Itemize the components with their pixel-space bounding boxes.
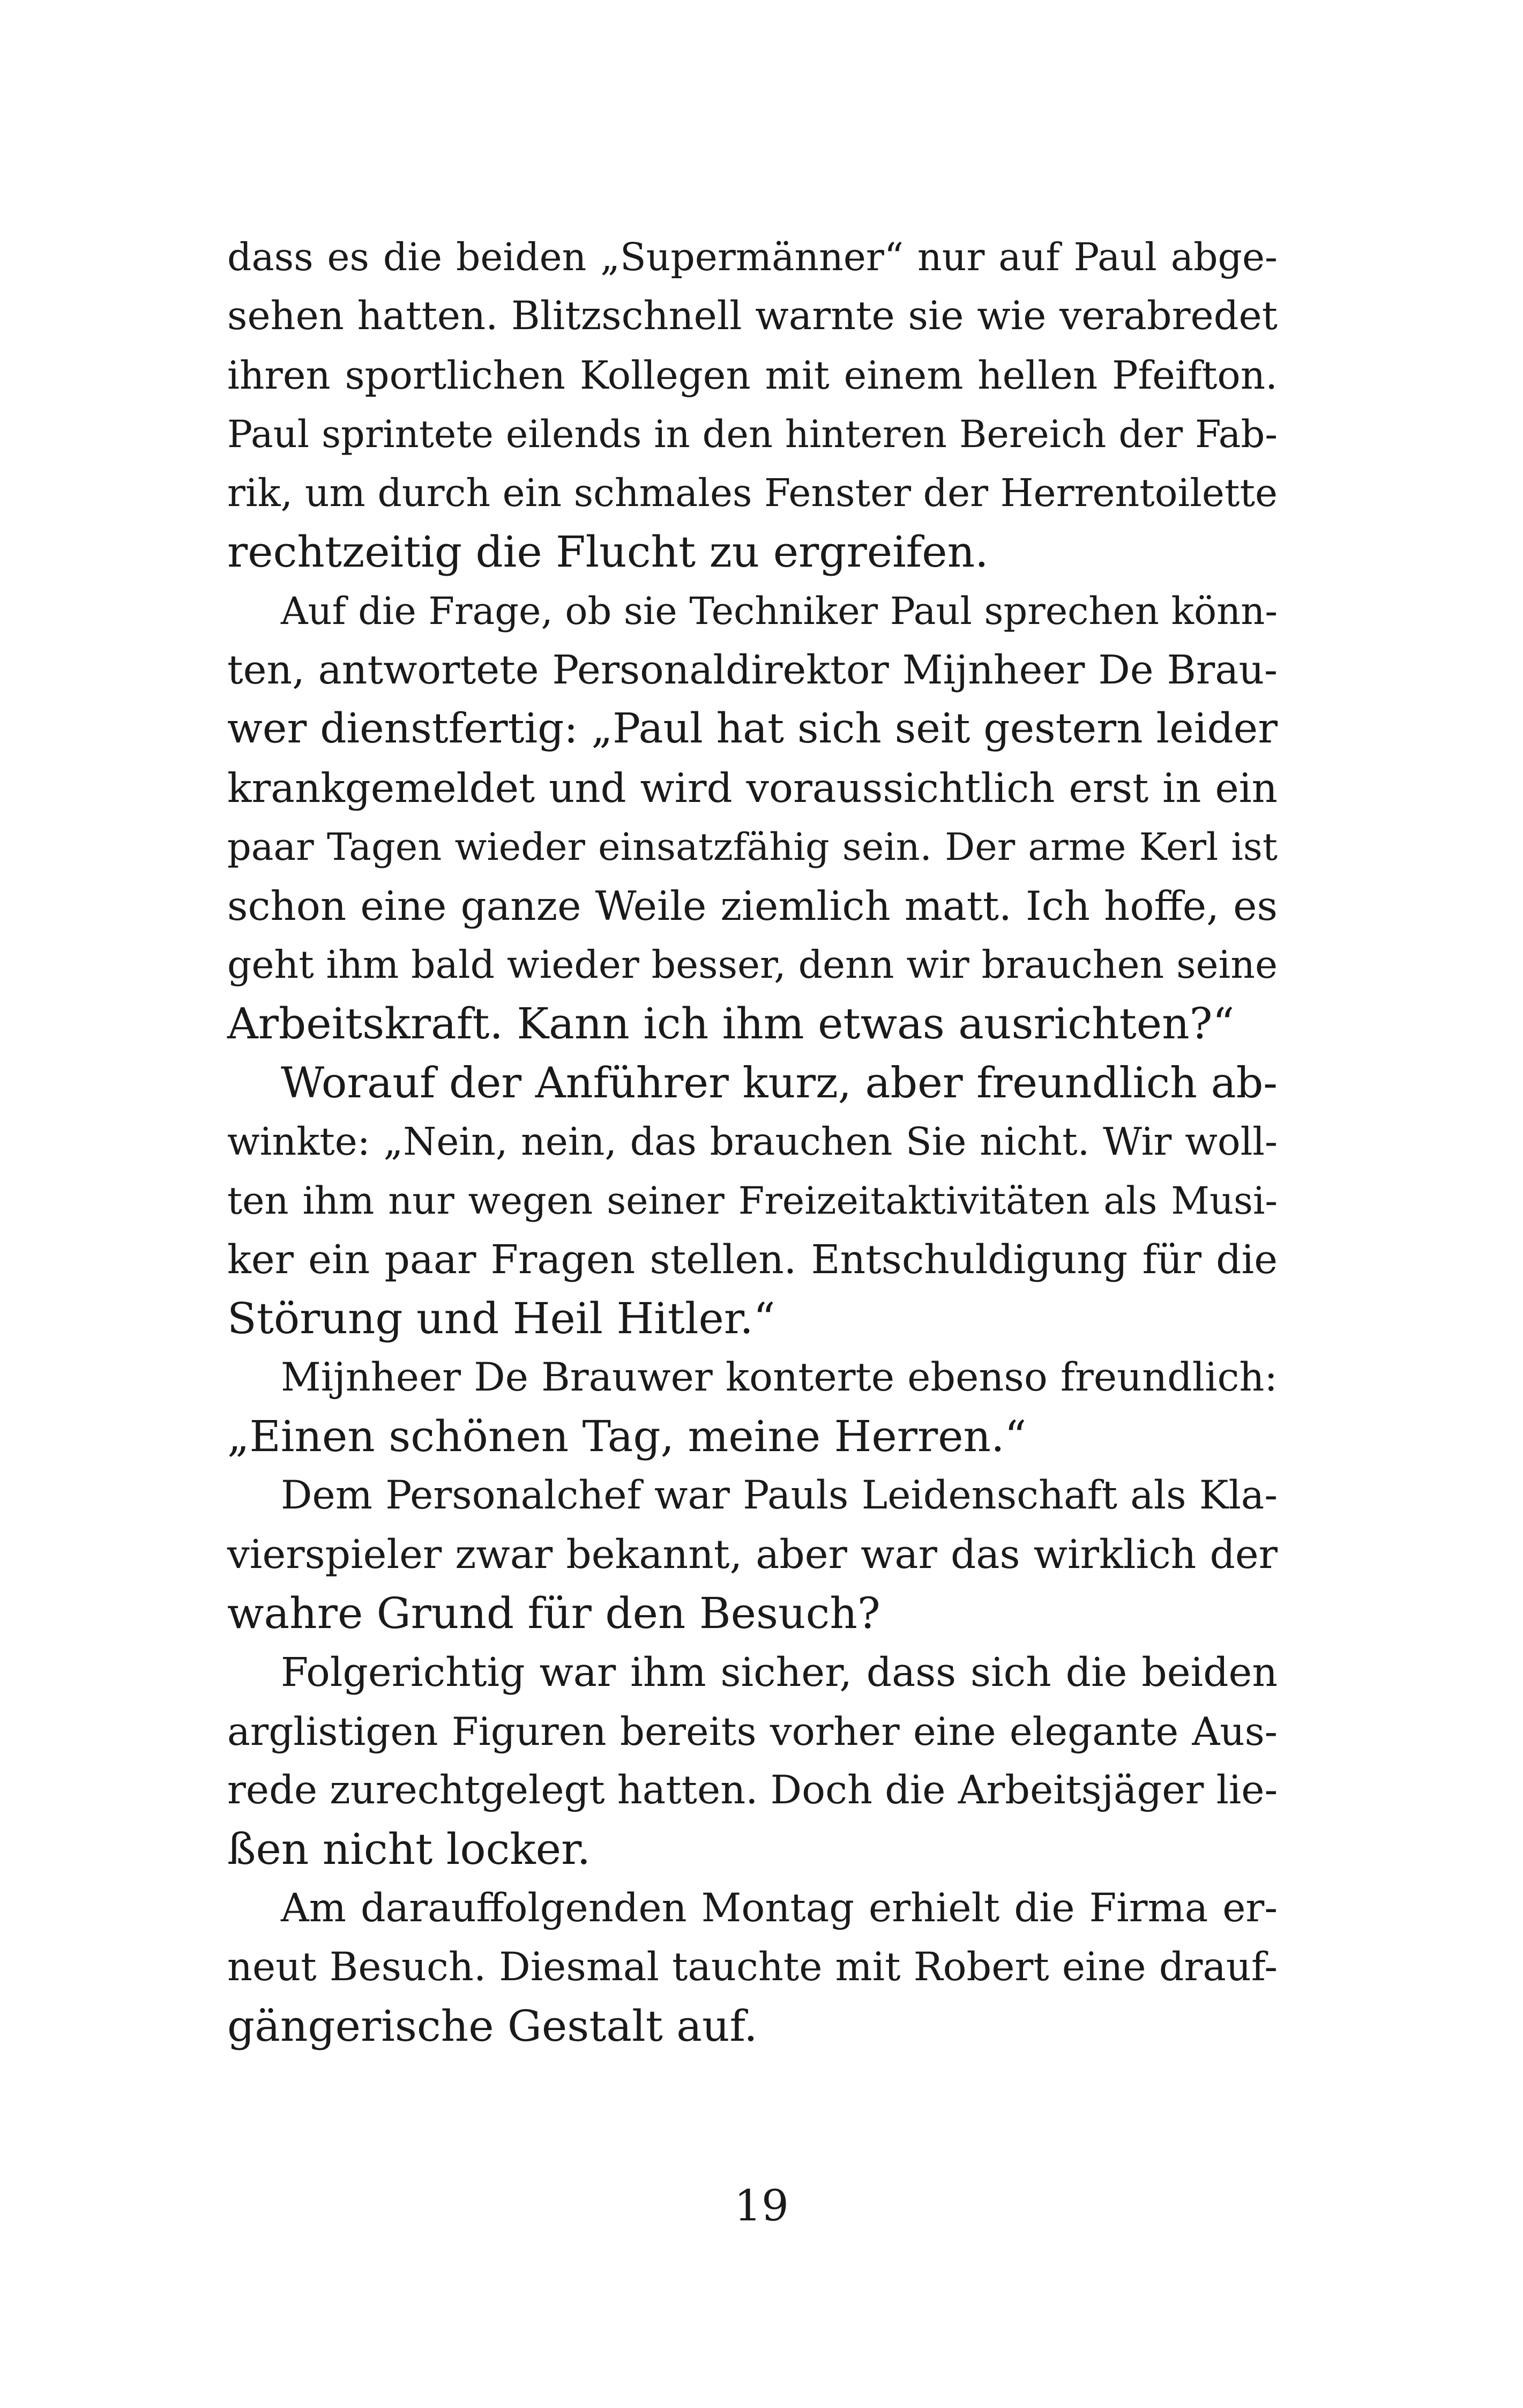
paragraph (227, 228, 1278, 582)
text-line: ten ihm nur wegen seiner Freizeitaktivitäten als Musi- (227, 1179, 1278, 1223)
text-line: neut Besuch. Diesmal tauchte mit Robert eine drauf- (227, 1944, 1278, 1990)
text-line: „Einen schönen Tag, meine Herren.“ (227, 1411, 1027, 1461)
text-line: dass es die beiden „Supermänner“ nur auf Paul abge- (227, 235, 1278, 279)
text-line: Paul sprintete eilends in den hinteren Bereich der Fab- (227, 412, 1278, 456)
body-text (227, 228, 1278, 2056)
text-line: Worauf der Anführer kurz, aber freundlich ab- (281, 1058, 1278, 1108)
text-line: Dem Personalchef war Pauls Leidenschaft als Kla- (281, 1473, 1278, 1518)
text-line: Mijnheer De Brauwer konterte ebenso freundlich: (281, 1355, 1278, 1400)
page-number: 19 (734, 2181, 789, 2231)
paragraph (227, 1466, 1278, 1643)
text-line: ker ein paar Fragen stellen. Entschuldigung für die (227, 1237, 1278, 1283)
paragraph (227, 1879, 1278, 2056)
text-line: geht ihm bald wieder besser, denn wir brauchen seine (227, 942, 1278, 987)
paragraph (227, 1643, 1278, 1879)
text-line: krankgemeldet und wird voraussichtlich erst in ein (227, 764, 1278, 812)
paragraph (227, 582, 1278, 1053)
text-line: ihren sportlichen Kollegen mit einem hellen Pfeifton. (227, 353, 1278, 398)
text-line: Auf die Frage, ob sie Techniker Paul sprechen könn- (281, 589, 1278, 633)
text-line: arglistigen Figuren bereits vorher eine elegante Aus- (227, 1709, 1278, 1754)
text-line: wahre Grund für den Besuch? (227, 1588, 880, 1638)
paragraph (227, 1348, 1278, 1466)
text-line: sehen hatten. Blitzschnell warnte sie wie verabredet (227, 293, 1278, 339)
paragraph (227, 1053, 1278, 1348)
text-line: Störung und Heil Hitler.“ (227, 1294, 775, 1343)
text-line: wer dienstfertig: „Paul hat sich seit gestern leider (227, 705, 1278, 753)
text-line: vierspieler zwar bekannt, aber war das wirklich der (227, 1532, 1278, 1578)
text-line: Am darauffolgenden Montag erhielt die Firma er- (281, 1885, 1278, 1931)
text-line: gängerische Gestalt auf. (227, 2001, 758, 2051)
text-line: rechtzeitig die Flucht zu ergreifen. (227, 527, 989, 577)
text-line: rik, um durch ein schmales Fenster der Herrentoilette (227, 471, 1278, 515)
text-line: winkte: „Nein, nein, das brauchen Sie nicht. Wir woll- (227, 1119, 1278, 1164)
text-line: Folgerichtig war ihm sicher, dass sich die beiden (281, 1649, 1278, 1696)
text-line: rede zurechtgelegt hatten. Doch die Arbeitsjäger lie- (227, 1767, 1278, 1813)
text-line: schon eine ganze Weile ziemlich matt. Ich hoffe, es (227, 882, 1278, 930)
text-line: ten, antwortete Personaldirektor Mijnheer De Brau- (227, 647, 1278, 693)
text-line: Arbeitskraft. Kann ich ihm etwas ausrichten?“ (227, 999, 1235, 1049)
text-line: paar Tagen wieder einsatzfähig sein. Der arme Kerl ist (227, 825, 1278, 869)
text-line: ßen nicht locker. (227, 1824, 591, 1874)
